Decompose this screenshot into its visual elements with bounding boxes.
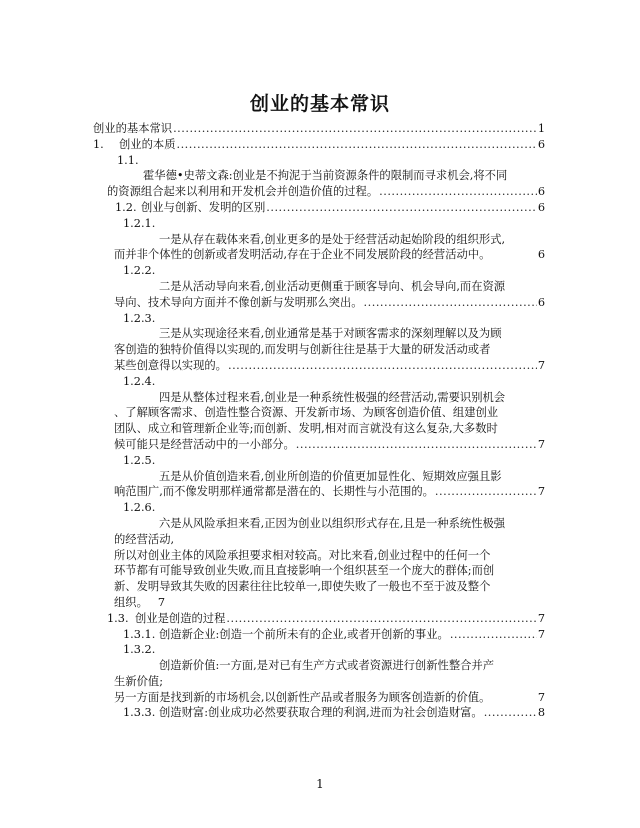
toc-entry-1-2-6-line[interactable]: 所以对创业主体的风险承担要求相对较高。对比来看,创业过程中的任何一个	[114, 548, 491, 562]
toc-entry-1-2-1-line[interactable]: 一是从存在载体来看,创业更多的是处于经营活动起始阶段的组织形式,	[159, 232, 506, 246]
toc-page-number: 8	[537, 706, 545, 720]
toc-page-number: 7	[537, 611, 545, 625]
toc-entry-1-2-4-end[interactable]: 候可能只是经营活动中的一小部分。 ..... 7	[93, 437, 545, 453]
toc-entry-1-2-3-number: 1.2.3.	[123, 311, 156, 325]
toc-entry-1-3-2-line[interactable]: 创造新价值:一方面,是对已有生产方式或者资源进行创新性整合并产	[159, 659, 495, 673]
leader-dots	[173, 121, 537, 137]
toc-entry-1[interactable]: 1. 创业的本质 ..... 6	[93, 137, 545, 153]
toc-entry-1-1-number: 1.1.	[117, 153, 139, 167]
toc-entry-1-2-6-line[interactable]: 新、发明导致其失败的因素往往比较单一,即使失败了一般也不至于波及整个	[114, 580, 491, 594]
toc-entry-1-2-2-line[interactable]: 二是从活动导向来看,创业活动更侧重于顾客导向、机会导向,而在资源	[159, 279, 506, 293]
toc-entry-1-3-2-line[interactable]: 生新价值;	[114, 674, 163, 688]
toc-entry-1-3-2-end[interactable]: 另一方面是找到新的市场机会,以创新性产品或者服务为顾客创造新的价值。 7	[114, 690, 545, 704]
toc-entry-root[interactable]: 创业的基本常识 ..... 1	[93, 121, 545, 137]
toc-entry-1-3-1[interactable]: 1.3.1. 创造新企业:创造一个前所未有的企业,或者开创新的事业。 ..... 7	[93, 627, 545, 643]
toc-page-number: 7	[537, 690, 545, 704]
toc-entry-1-2[interactable]: 1.2. 创业与创新、发明的区别 ..... 6	[93, 200, 545, 216]
leader-dots	[484, 705, 537, 721]
toc-entry-1-2-6-end[interactable]: 组织。 7	[114, 595, 166, 609]
leader-dots	[450, 627, 537, 643]
toc-entry-1-2-2-number: 1.2.2.	[123, 264, 156, 278]
table-of-contents	[93, 121, 545, 721]
toc-page-number: 6	[537, 137, 545, 151]
leader-dots	[177, 137, 537, 153]
toc-entry-1-2-6-line[interactable]: 环节都有可能导致创业失败,而且直接影响一个组织甚至一个庞大的群体;而创	[114, 564, 495, 578]
toc-entry-1-2-1-number: 1.2.1.	[123, 216, 156, 230]
toc-page-number: 7	[157, 595, 166, 609]
leader-dots	[435, 484, 537, 500]
toc-page-number: 1	[537, 122, 545, 135]
toc-entry-1-2-5-end[interactable]: 响范围广,而不像发明那样通常都是潜在的、长期性与小范围的。 ..... 7	[93, 484, 545, 500]
toc-entry-1-3-3[interactable]: 1.3.3. 创造财富:创业成功必然要获取合理的利润,进而为社会创造财富。 ..... 8	[93, 705, 545, 721]
toc-page-number: 6	[537, 185, 545, 199]
toc-page-number: 6	[537, 248, 545, 262]
toc-page-number: 7	[537, 358, 545, 372]
toc-entry-1-2-6-line[interactable]: 六是从风险承担来看,正因为创业以组织形式存在,且是一种系统性极强	[159, 516, 506, 530]
toc-page-number: 7	[537, 485, 545, 499]
toc-entry-1-1-end[interactable]: 的资源组合起来以利用和开发机会并创造价值的过程。 ..... 6	[93, 184, 545, 200]
toc-page-number: 7	[537, 437, 545, 451]
toc-entry-1-2-4-line[interactable]: 、了解顾客需求、创造性整合资源、开发新市场、为顾客创造价值、组建创业	[114, 406, 499, 420]
page-number: 1	[316, 777, 324, 791]
leader-dots	[226, 611, 536, 627]
toc-page-number: 6	[537, 295, 545, 309]
toc-entry-1-2-1-end[interactable]: 而并非个体性的创新或者发明活动,存在于企业不同发展阶段的经营活动中。 6	[114, 248, 545, 262]
toc-entry-1-2-5-number: 1.2.5.	[123, 453, 156, 467]
toc-entry-1-2-3-line[interactable]: 客创造的独特价值得以实现的,而发明与创新往往是基于大量的研发活动或者	[114, 343, 491, 357]
toc-entry-1-2-5-line[interactable]: 五是从价值创造来看,创业所创造的价值更加显性化、短期效应强且影	[159, 469, 502, 483]
toc-entry-1-2-4-line[interactable]: 四是从整体过程来看,创业是一种系统性极强的经营活动,需要识别机会	[159, 390, 506, 404]
leader-dots	[364, 295, 537, 311]
toc-entry-1-2-4-line[interactable]: 团队、成立和管理新企业等;而创新、发明,相对而言就没有这么复杂,大多数时	[114, 422, 498, 436]
toc-entry-1-2-3-end[interactable]: 某些创意得以实现的。 ..... 7	[93, 358, 545, 374]
page-title: 创业的基本常识	[249, 93, 390, 115]
toc-entry-1-2-2-end[interactable]: 导向、技术导向方面并不像创新与发明那么突出。 ..... 6	[93, 295, 545, 311]
toc-entry-1-2-3-line[interactable]: 三是从实现途径来看,创业通常是基于对顾客需求的深刻理解以及为顾	[159, 327, 502, 341]
toc-page-number: 7	[537, 627, 545, 641]
leader-dots	[266, 200, 537, 216]
leader-dots	[379, 184, 537, 200]
toc-entry-1-2-6-number: 1.2.6.	[123, 501, 156, 515]
leader-dots	[228, 358, 537, 374]
toc-entry-1-1-line[interactable]: 霍华德•史蒂文森:创业是不拘泥于当前资源条件的限制而寻求机会,将不同	[143, 169, 508, 183]
toc-entry-1-2-6-line[interactable]: 的经营活动,	[114, 532, 175, 546]
toc-entry-1-2-4-number: 1.2.4.	[123, 374, 156, 388]
toc-entry-1-3[interactable]: 1.3. 创业是创造的过程 ..... 7	[93, 611, 545, 627]
leader-dots	[296, 437, 537, 453]
toc-page-number: 6	[537, 200, 545, 214]
toc-entry-1-3-2-number: 1.3.2.	[123, 643, 156, 657]
